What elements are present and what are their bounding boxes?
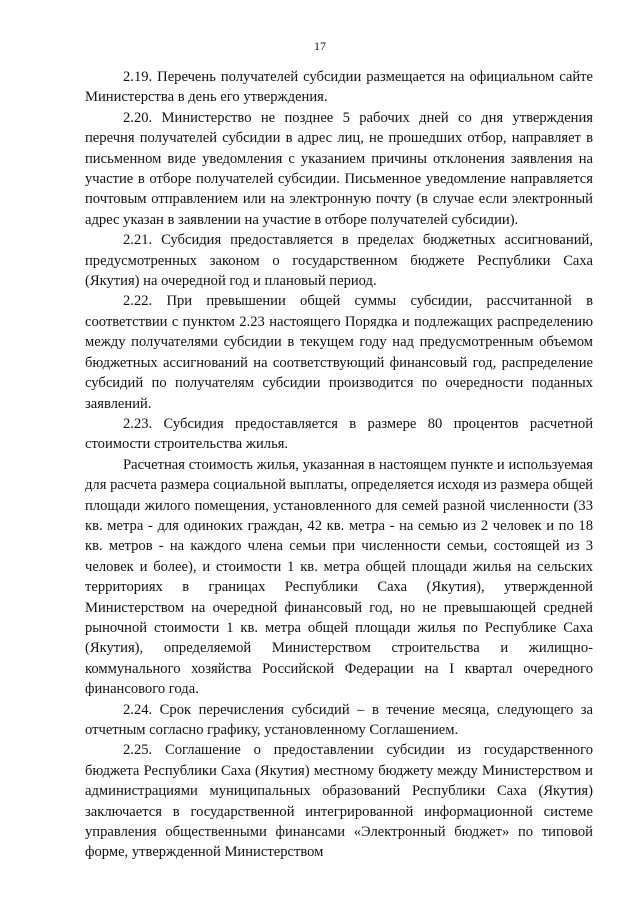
paragraph-2-22: 2.22. При превышении общей суммы субсидии, рассчитанной в соответствии с пунктом 2.23 настоящего Порядка и подлежащих распределению между получателями субсидии в текущем году над предусмотренным объемом бюджетных ассигнований на соответствующий финансовый год, распределение субсидий по получателям субсидии производится по очередности поданных заявлений. xyxy=(85,293,593,412)
paragraph-2-20: 2.20. Министерство не позднее 5 рабочих дней со дня утверждения перечня получателей субсидии в адрес лиц, не прошедших отбор, направляет в письменном виде уведомления с указанием причины отклонения заявления на участие в отборе получателей субсидии. Письменное уведомление направляется почтовым отправлением или на электронную почту (в случае если электронный адрес указан в заявлении на участие в отборе получателей субсидии). xyxy=(85,109,593,228)
paragraph-2-24: 2.24. Срок перечисления субсидий – в течение месяца, следующего за отчетным согласно графику, установленному Соглашением. xyxy=(85,701,593,738)
paragraph-2-23-calculation: Расчетная стоимость жилья, указанная в настоящем пункте и используемая для расчета размера социальной выплаты, определяется исходя из размера общей площади жилого помещения, установленного для семей разной численности (33 кв. метра - для одиноких граждан, 42 кв. метра - на семью из 2 человек и по 18 кв. метров - на каждого члена семьи при численности семьи, состоящей из 3 человек и более), и стоимости 1 кв. метра общей площади жилья на сельских территориях в границах Республики Саха (Якутия), утвержденной Министерством на очередной финансовый год, но не превышающей средней рыночной стоимости 1 кв. метра общей площади жилья по Республике Саха (Якутия), определяемой Министерством строительства и жилищно-коммунального хозяйства Российской Федерации на I квартал очередного финансового года. xyxy=(85,456,593,698)
paragraph-2-25: 2.25. Соглашение о предоставлении субсидии из государственного бюджета Республики Саха (Якутия) местному бюджету между Министерством и администрациями муниципальных образований Республики Саха (Якутия) заключается в государственной интегрированной информационной системе управления общественными финансами «Электронный бюджет» по типовой форме, утвержденной Министерством xyxy=(85,742,593,861)
paragraph-2-19: 2.19. Перечень получателей субсидии размещается на официальном сайте Министерства в день его утверждения. xyxy=(85,69,593,106)
paragraph-2-23: 2.23. Субсидия предоставляется в размере 80 процентов расчетной стоимости строительства жилья. xyxy=(85,415,593,453)
paragraph-2-21: 2.21. Субсидия предоставляется в пределах бюджетных ассигнований, предусмотренных законом о государственном бюджете Республики Саха (Якутия) на очередной год и плановый период. xyxy=(85,232,593,290)
document-body xyxy=(85,67,593,863)
page-number: 17 xyxy=(314,39,326,53)
